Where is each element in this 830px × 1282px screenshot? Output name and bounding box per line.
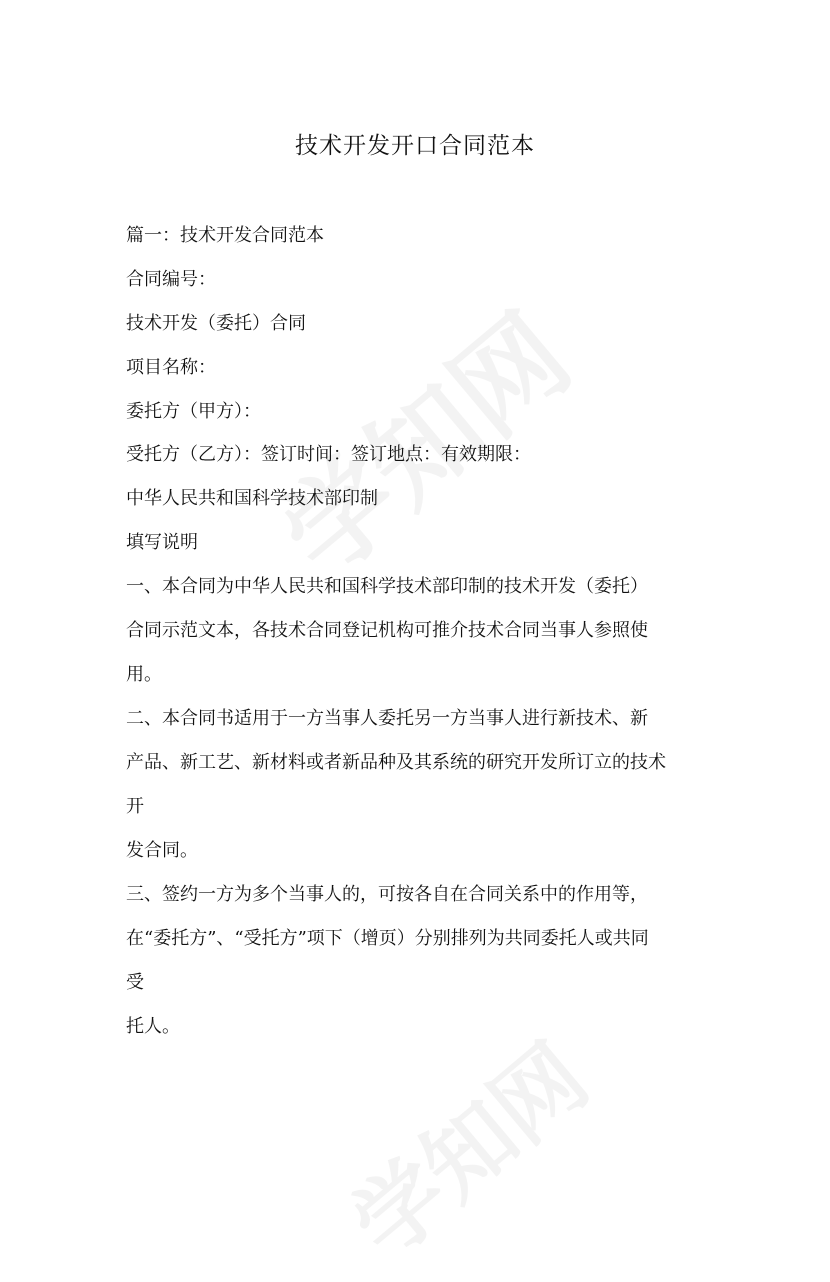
paragraph-line: 合同示范文本，各技术合同登记机构可推介技术合同当事人参照使 <box>126 620 648 641</box>
paragraph-line: 用。 <box>126 664 162 685</box>
paragraph-line: 发合同。 <box>126 840 198 861</box>
document-title: 技术开发开口合同范本 <box>295 133 535 159</box>
printed-by-line: 中华人民共和国科学技术部印制 <box>126 488 378 509</box>
contract-number-label: 合同编号： <box>126 269 216 290</box>
party-b-label: 受托方（乙方）：签订时间：签订地点：有效期限： <box>126 444 531 465</box>
paragraph-line: 一、本合同为中华人民共和国科学技术部印制的技术开发（委托） <box>126 576 648 597</box>
paragraph-line: 受 <box>126 972 144 993</box>
watermark <box>320 1008 610 1281</box>
paragraph-line: 二、本合同书适用于一方当事人委托另一方当事人进行新技术、新 <box>126 708 648 729</box>
party-a-label: 委托方（甲方）： <box>126 401 261 422</box>
paragraph-line: 开 <box>126 796 144 817</box>
instructions-heading: 填写说明 <box>126 532 198 553</box>
paragraph-line: 托人。 <box>126 1016 180 1037</box>
contract-type-line: 技术开发（委托）合同 <box>126 313 306 334</box>
paragraph-line: 在“委托方”、“受托方”项下（增页）分别排列为共同委托人或共同 <box>126 928 649 949</box>
paragraph-line: 产品、新工艺、新材料或者新品种及其系统的研究开发所订立的技术 <box>126 752 666 773</box>
project-name-label: 项目名称： <box>126 357 216 378</box>
section-heading: 篇一：技术开发合同范本 <box>126 225 324 246</box>
paragraph-line: 三、签约一方为多个当事人的，可按各自在合同关系中的作用等， <box>126 884 648 905</box>
